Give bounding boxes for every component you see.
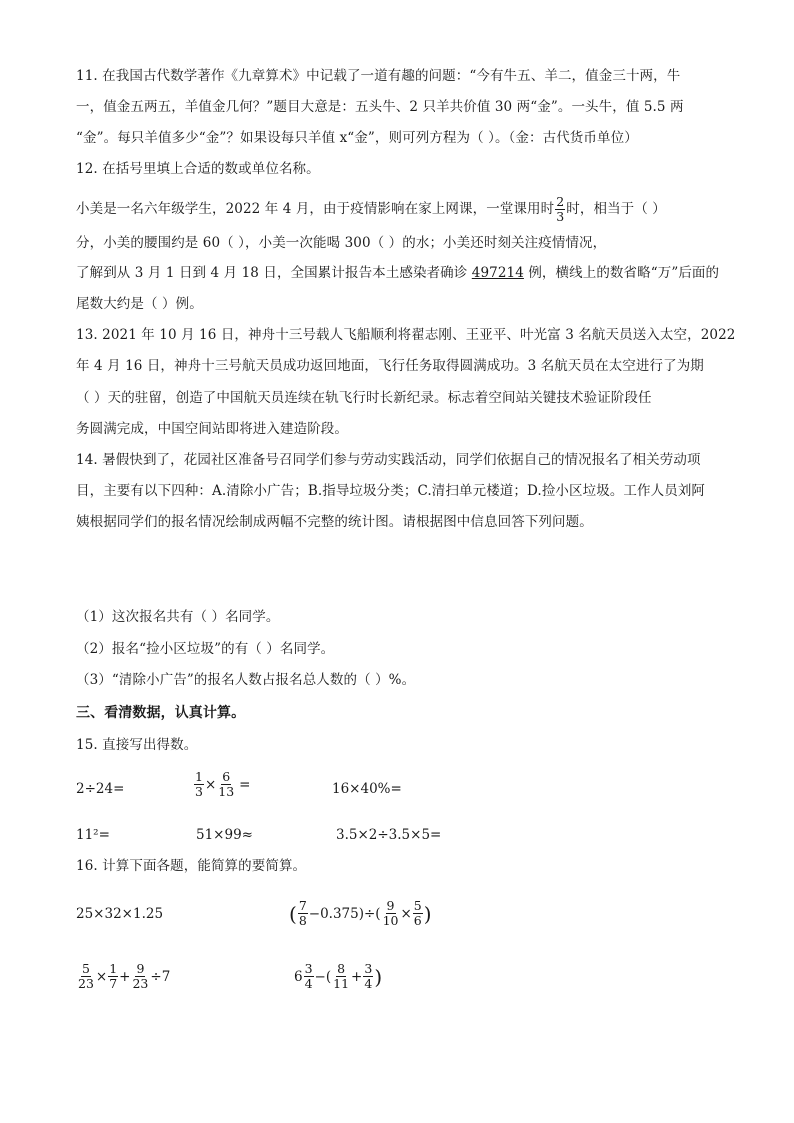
q16-expr-3 (76, 962, 170, 991)
q12-line-3-tail: 例，横线上的数省略“万”后面的 (523, 265, 720, 281)
q13-line-2: 年 4 月 16 日，神舟十三号航天员成功返回地面，飞行任务取得圆满成功。3 名航天员在太空进行了为期 (76, 358, 704, 374)
fraction-denominator: 4 (304, 976, 313, 991)
fraction-nine-tenths (382, 899, 400, 928)
q15-expr-3: 16×40%= (332, 781, 402, 797)
q11-line-1: 11. 在我国古代数学著作《九章算术》中记载了一道有趣的问题：“今有牛五、羊二，值金三十两，牛 (76, 68, 681, 84)
fraction-two-thirds (555, 195, 565, 224)
fraction-seven-eighths (298, 899, 308, 928)
fraction-denominator: 13 (218, 784, 235, 799)
close-paren: ) (423, 901, 432, 926)
q15-expr-1: 2÷24= (76, 781, 125, 797)
q12-line-3 (76, 263, 736, 283)
q12-line-3-text: 了解到从 3 月 1 日到 4 月 18 日，全国累计报告本土感染者确诊 (76, 265, 472, 281)
fraction-numerator: 2 (556, 194, 565, 209)
expr-middle: −( (314, 968, 332, 985)
q16-expr-4 (294, 962, 382, 991)
fraction-denominator: 23 (78, 976, 94, 991)
q12-line-4: 尾数大约是（ ）例。 (76, 296, 203, 312)
fraction-denominator: 7 (109, 976, 118, 991)
q14-line-2: 目，主要有以下四种：A.清除小广告；B.指导垃圾分类；C.清扫单元楼道；D.捡小区垃圾。工作人员刘阿 (76, 483, 706, 499)
divide-seven: ÷7 (150, 968, 171, 985)
fraction-denominator: 10 (382, 913, 399, 928)
fraction-numerator: 7 (298, 898, 307, 913)
q15-expr-4: 11²= (76, 827, 110, 843)
q13-line-1: 13. 2021 年 10 月 16 日，神舟十三号载人飞船顺利将翟志刚、王亚平、叶光富 3 名航天员送入太空，2022 (76, 327, 736, 343)
fraction-denominator: 8 (298, 913, 307, 928)
fraction-five-sixths (413, 899, 423, 928)
q15-expr-5: 51×99≈ (196, 827, 253, 843)
q14-line-1: 14. 暑假快到了，花园社区准备号召同学们参与劳动实践活动，同学们依据自己的情况报名了相关劳动项 (76, 452, 701, 468)
q13-line-3: （ ）天的驻留，创造了中国航天员连续在轨飞行时长新纪录。标志着空间站关键技术验证阶段任 (76, 390, 652, 406)
times-sign: × (204, 776, 217, 793)
q12-line-1 (76, 195, 736, 224)
fraction-six-thirteenths (217, 770, 235, 799)
fraction-five-twentythirds (77, 962, 95, 991)
q14-line-3: 姨根据同学们的报名情况绘制成两幅不完整的统计图。请根据图中信息回答下列问题。 (76, 514, 593, 530)
q15-expr-6: 3.5×2÷3.5×5= (336, 827, 442, 843)
q14-sub-2: （2）报名“捡小区垃圾”的有（ ）名同学。 (76, 641, 335, 657)
fraction-numerator: 1 (195, 769, 203, 784)
expr-middle: −0.375)÷( (308, 905, 381, 922)
q11-line-2: 一，值金五两五，羊值金几何？”题目大意是：五头牛、2 只羊共价值 30 两“金”。一头牛，值 5.5 两 (76, 99, 684, 115)
section-heading: 三、看清数据，认真计算。 (76, 705, 246, 721)
times-sign: × (95, 968, 108, 985)
fraction-numerator: 8 (337, 961, 346, 976)
q12-line-1-tail: 时，相当于（ ） (566, 201, 666, 217)
fraction-three-quarters (304, 962, 314, 991)
fraction-numerator: 3 (304, 961, 313, 976)
fraction-denominator: 4 (364, 976, 373, 991)
fraction-numerator: 1 (109, 961, 118, 976)
q14-sub-3: （3）“清除小广告”的报名人数占报名总人数的（ ）%。 (76, 672, 416, 688)
fraction-numerator: 9 (136, 961, 145, 976)
fraction-one-third (194, 770, 204, 799)
fraction-denominator: 6 (413, 913, 422, 928)
q12-line-2: 分，小美的腰围约是 60（ ），小美一次能喝 300（ ）的水；小美还时刻关注疫情情况， (76, 235, 607, 251)
fraction-three-quarters-2 (363, 962, 373, 991)
q12-line-1-text: 小美是一名六年级学生，2022 年 4 月，由于疫情影响在家上网课，一堂课用时 (76, 201, 555, 217)
fraction-eight-elevenths (332, 962, 350, 991)
plus-sign: + (119, 968, 131, 985)
q16-expr-2 (289, 899, 432, 928)
q13-line-4: 务圆满完成，中国空间站即将进入建造阶段。 (76, 421, 348, 437)
fraction-numerator: 5 (81, 961, 90, 976)
fraction-denominator: 23 (132, 976, 149, 991)
fraction-denominator: 11 (333, 976, 350, 991)
times-sign: × (400, 905, 412, 922)
fraction-numerator: 5 (413, 898, 422, 913)
q15-expr-2 (193, 770, 250, 799)
fraction-denominator: 3 (556, 209, 565, 224)
q16-expr-1: 25×32×1.25 (76, 906, 164, 922)
q15-title: 15. 直接写出得数。 (76, 737, 198, 753)
close-paren: ) (374, 964, 383, 989)
fraction-nine-twentythirds (131, 962, 149, 991)
q16-title: 16. 计算下面各题，能简算的要简算。 (76, 858, 307, 874)
fraction-numerator: 9 (386, 898, 395, 913)
fraction-denominator: 3 (195, 784, 203, 799)
fraction-numerator: 6 (222, 769, 231, 784)
fraction-one-seventh (108, 962, 118, 991)
underlined-number: 497214 (471, 265, 524, 281)
fraction-numerator: 3 (364, 961, 373, 976)
q11-line-3: “金”。每只羊值多少“金”？如果设每只羊值 x“金”，则可列方程为（ ）。（金：古代货币单位） (76, 130, 638, 146)
whole-number: 6 (294, 968, 303, 985)
open-paren: ( (289, 901, 297, 926)
equals-sign: = (239, 776, 251, 793)
plus-sign: + (351, 968, 363, 985)
q14-sub-1: （1）这次报名共有（ ）名同学。 (76, 609, 280, 625)
q12-title: 12. 在括号里填上合适的数或单位名称。 (76, 161, 320, 177)
